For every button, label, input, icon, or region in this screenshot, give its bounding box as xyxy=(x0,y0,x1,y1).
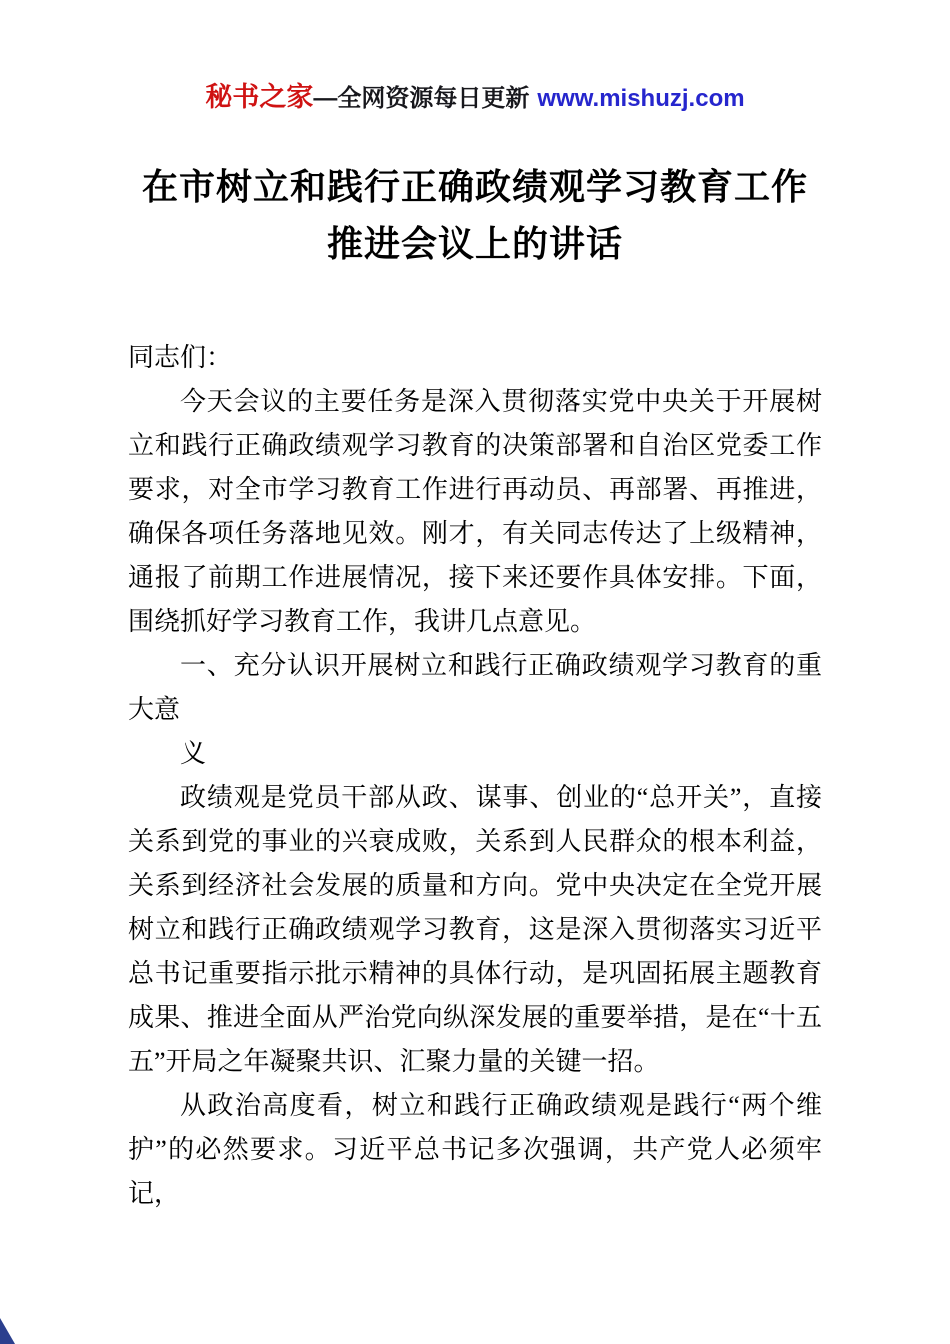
paragraph: 义 xyxy=(180,739,207,768)
title-line-2: 推进会议上的讲话 xyxy=(326,223,623,264)
document-title xyxy=(0,158,950,272)
page-corner-mark xyxy=(0,1318,15,1344)
site-header-line xyxy=(0,0,950,114)
site-url-link[interactable]: www.mishuzj.com xyxy=(537,85,745,112)
document-body xyxy=(0,336,950,1216)
paragraph: 政绩观是党员干部从政、谋事、创业的“总开关”，直接关系到党的事业的兴衰成败，关系到人民群众的根本利益，关系到经济社会发展的质量和方向。党中央决定在全党开展树立和践行正确政绩观学习教育，这是深入贯彻落实习近平总书记重要指示批示精神的具体行动，是巩固拓展主题教育成果、推进全面从严治党向纵深发展的重要举措，是在“十五五”开局之年凝聚共识、汇聚力量的关键一招。 xyxy=(128,783,822,1076)
paragraph: 从政治高度看，树立和践行正确政绩观是践行“两个维护”的必然要求。习近平总书记多次强调，共产党人必须牢记， xyxy=(128,1091,822,1208)
paragraph: 一、充分认识开展树立和践行正确政绩观学习教育的重大意 xyxy=(128,651,822,724)
paragraph: 今天会议的主要任务是深入贯彻落实党中央关于开展树立和践行正确政绩观学习教育的决策部署和自治区党委工作要求，对全市学习教育工作进行再动员、再部署、再推进，确保各项任务落地见效。刚才，有关同志传达了上级精神，通报了前期工作进展情况，接下来还要作具体安排。下面，围绕抓好学习教育工作，我讲几点意见。 xyxy=(128,387,822,636)
site-tagline: —全网资源每日更新 xyxy=(313,85,530,112)
title-line-1: 在市树立和践行正确政绩观学习教育工作 xyxy=(141,166,808,207)
site-brand: 秘书之家 xyxy=(205,82,314,112)
paragraph: 同志们： xyxy=(128,343,233,372)
